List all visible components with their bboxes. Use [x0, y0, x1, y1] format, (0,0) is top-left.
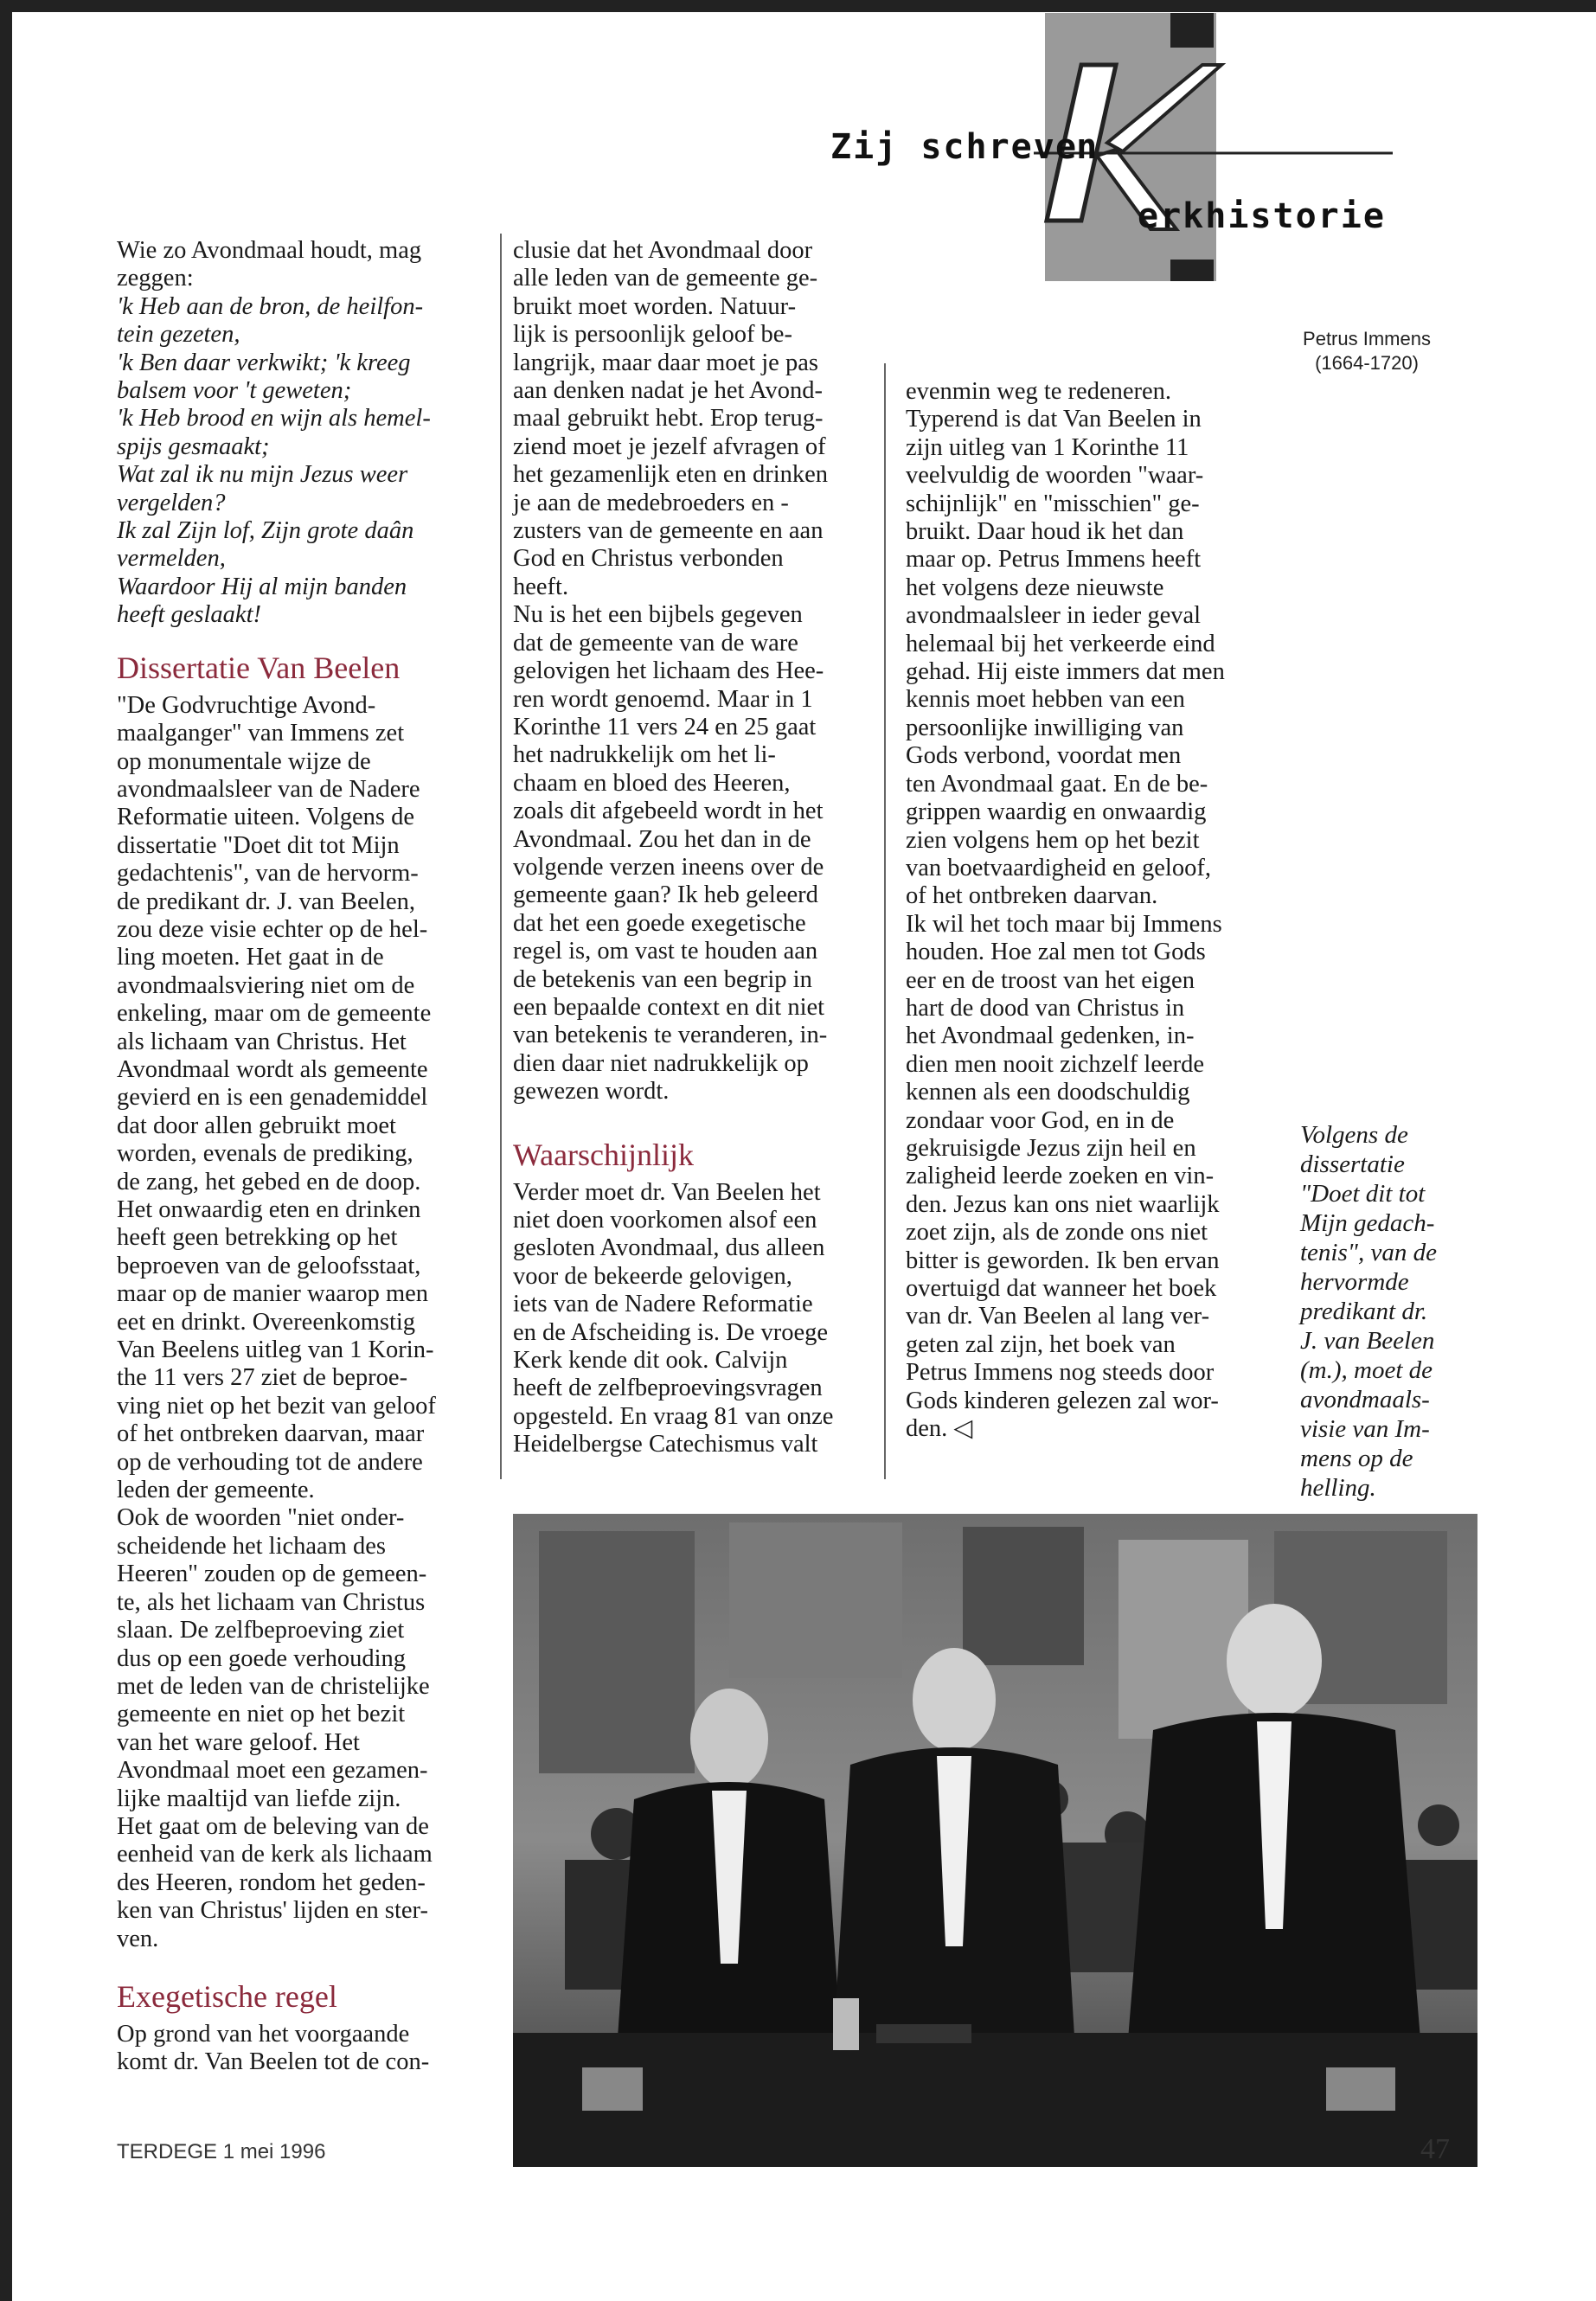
text-line: enkeling, maar om de gemeente — [117, 1000, 432, 1028]
text-line: Heidelbergse Catechismus valt — [513, 1431, 818, 1458]
column-3 — [906, 378, 1269, 1443]
caption-line: "Doet dit tot — [1300, 1180, 1426, 1208]
caption-line: Volgens de — [1300, 1121, 1408, 1149]
caption-line: predikant dr. — [1300, 1298, 1428, 1325]
text-line: zaligheid leerde zoeken en vin- — [906, 1163, 1215, 1190]
text-line: Gods verbond, voordat men — [906, 742, 1182, 770]
text-line: zijn uitleg van 1 Korinthe 11 — [906, 433, 1189, 461]
poem-line: Ik zal Zijn lof, Zijn grote daân — [117, 517, 414, 545]
text-line: eet en drinkt. Overeenkomstig — [117, 1308, 416, 1336]
text-line: met de leden van de christelijke — [117, 1672, 430, 1700]
text-line: Gods kinderen gelezen zal wor- — [906, 1387, 1219, 1414]
text-line: zoals dit afgebeeld wordt in het — [513, 798, 824, 825]
footer-left — [117, 2140, 325, 2164]
text-line: Korinthe 11 vers 24 en 25 gaat — [513, 713, 817, 740]
photo-caption — [1300, 1120, 1508, 1503]
photo — [513, 1514, 1477, 2167]
text-line: geten zal zijn, het boek van — [906, 1330, 1176, 1358]
caption-line: hervormde — [1300, 1268, 1409, 1296]
text-line: den. Jezus kan ons niet waarlijk — [906, 1190, 1220, 1218]
text-line: Avondmaal. Zou het dan in de — [513, 825, 811, 853]
text-line: hart de dood van Christus in — [906, 994, 1185, 1022]
text-line: heeft de zelfbeproevingsvragen — [513, 1375, 823, 1402]
heading-waarschijnlijk: Waarschijnlijk — [513, 1137, 695, 1172]
text-line: maal gebruikt hebt. Erop terug- — [513, 405, 824, 433]
caption-line: Mijn gedach- — [1300, 1209, 1435, 1237]
text-line: dien men nooit zichzelf leerde — [906, 1050, 1205, 1078]
text-line: beproeven van de geloofsstaat, — [117, 1252, 421, 1279]
text-line: gemeente en niet op het bezit — [117, 1701, 406, 1728]
text-line: de betekenis van een begrip in — [513, 965, 812, 993]
text-line: eer en de troost van het eigen — [906, 966, 1195, 994]
caption-line: (m.), moet de — [1300, 1356, 1433, 1384]
poem-line: 'k Ben daar verkwikt; 'k kreeg — [117, 349, 411, 376]
text-line: grippen waardig en onwaardig — [906, 798, 1207, 826]
text-line: je aan de medebroeders en - — [513, 489, 789, 516]
text-line: Petrus Immens nog steeds door — [906, 1359, 1215, 1387]
text-line: het nadrukkelijk om het li- — [513, 741, 776, 769]
text-line: dat het een goede exegetische — [513, 909, 806, 937]
text-line: avondmaalsleer van de Nadere — [117, 775, 420, 803]
portrait-years: (1664-1720) — [1315, 352, 1419, 374]
text-line: chaam en bloed des Heeren, — [513, 769, 791, 797]
footer-magazine: TERDEGE — [117, 2140, 218, 2163]
text-line: alle leden van de gemeente ge- — [513, 265, 818, 292]
text-line: maalganger" van Immens zet — [117, 720, 405, 747]
text-line: overtuigd dat wanneer het boek — [906, 1275, 1217, 1302]
column-1-paragraph-2 — [117, 2021, 497, 2077]
text-line: van het ware geloof. Het — [117, 1728, 360, 1756]
text-line: Van Beelens uitleg van 1 Korin- — [117, 1336, 434, 1364]
text-line: Nu is het een bijbels gegeven — [513, 601, 803, 629]
text-line: regel is, om vast te houden aan — [513, 938, 818, 965]
text-line: slaan. De zelfbeproeving ziet — [117, 1617, 405, 1644]
text-line: avondmaalsleer in ieder geval — [906, 602, 1202, 630]
text-line: het Avondmaal gedenken, in- — [906, 1022, 1195, 1050]
text-line: bitter is geworden. Ik ben ervan — [906, 1247, 1220, 1274]
text-line: Het gaat om de beleving van de — [117, 1812, 429, 1840]
poem-line: 'k Heb brood en wijn als hemel- — [117, 405, 431, 433]
text-line: het gezamenlijk eten en drinken — [513, 461, 829, 489]
column-2 — [513, 237, 876, 1459]
column-2-paragraph-1 — [513, 237, 876, 1106]
caption-line: helling. — [1300, 1474, 1376, 1502]
text-line: en de Afscheiding is. De vroege — [513, 1318, 829, 1346]
text-line: voor de bekeerde gelovigen, — [513, 1262, 792, 1290]
column-2-paragraph-2 — [513, 1179, 876, 1459]
intro-text: Wie zo Avondmaal houdt, mag zeggen: — [117, 237, 422, 292]
text-line: dat door allen gebruikt moet — [117, 1112, 396, 1139]
text-line: ven. — [117, 1925, 159, 1952]
text-line: God en Christus verbonden — [513, 545, 784, 573]
text-line: volgende verzen ineens over de — [513, 853, 824, 881]
text-line: Heeren" zouden op de gemeen- — [117, 1561, 427, 1588]
text-line: een bepaalde context en dit niet — [513, 993, 825, 1021]
text-line: gesloten Avondmaal, dus alleen — [513, 1234, 825, 1262]
text-line: veelvuldig de woorden "waar- — [906, 462, 1204, 490]
text-line: bruikt moet worden. Natuur- — [513, 292, 797, 320]
text-line: zou deze visie echter op de hel- — [117, 915, 428, 943]
caption-line: dissertatie — [1300, 1150, 1405, 1178]
text-line: iets van de Nadere Reformatie — [513, 1291, 813, 1318]
text-line: dissertatie "Doet dit tot Mijn — [117, 831, 400, 859]
page-number: 47 — [1420, 2133, 1450, 2165]
portrait-name: Petrus Immens — [1303, 328, 1431, 349]
text-line: maar op. Petrus Immens heeft — [906, 546, 1202, 574]
logo-part-3: erkhistorie — [1138, 196, 1386, 236]
text-line: lijk is persoonlijk geloof be- — [513, 321, 792, 349]
column-1-paragraph-1 — [117, 692, 497, 1953]
text-line: opgesteld. En vraag 81 van onze — [513, 1402, 834, 1430]
text-line: maar op de manier waarop men — [117, 1280, 429, 1308]
poem-line: vermelden, — [117, 545, 226, 573]
poem-line: balsem voor 't geweten; — [117, 377, 352, 405]
column-rule-2 — [884, 363, 886, 1479]
text-line: ving niet op het bezit van geloof — [117, 1392, 436, 1420]
heading-dissertatie: Dissertatie Van Beelen — [117, 650, 401, 685]
heading-exegetische-regel: Exegetische regel — [117, 1978, 337, 2014]
text-line: zien volgens hem op het bezit — [906, 826, 1200, 854]
text-line: Ook de woorden "niet onder- — [117, 1504, 405, 1532]
text-line: den. ◁ — [906, 1415, 973, 1443]
text-line: Avondmaal moet een gezamen- — [117, 1757, 428, 1785]
text-line: gemeente gaan? Ik heb geleerd — [513, 881, 818, 909]
text-line: Kerk kende dit ook. Calvijn — [513, 1347, 788, 1375]
text-line: "De Godvruchtige Avond- — [117, 691, 376, 719]
text-line: aan denken nadat je het Avond- — [513, 377, 823, 405]
text-line: ziend moet je jezelf afvragen of — [513, 433, 826, 460]
caption-line: visie van Im- — [1300, 1415, 1430, 1443]
caption-line: tenis", van de — [1300, 1239, 1437, 1266]
poem-line: vergelden? — [117, 489, 226, 516]
text-line: gekruisigde Jezus zijn heil en — [906, 1134, 1196, 1162]
portrait-caption — [1263, 327, 1471, 375]
logo-part-1: Zij schrev — [830, 127, 1056, 167]
text-line: Verder moet dr. Van Beelen het — [513, 1178, 821, 1206]
text-line: Ik wil het toch maar bij Immens — [906, 910, 1222, 938]
poem-line: Wat zal ik nu mijn Jezus weer — [117, 461, 408, 489]
poem-line: heeft geslaakt! — [117, 601, 261, 629]
text-line: lijke maaltijd van liefde zijn. — [117, 1785, 401, 1812]
text-line: ten Avondmaal gaat. En de be- — [906, 770, 1208, 798]
text-line: bruikt. Daar houd ik het dan — [906, 518, 1184, 546]
text-line: dus op een goede verhouding — [117, 1644, 406, 1672]
text-line: Het onwaardig eten en drinken — [117, 1196, 421, 1223]
text-line: Typerend is dat Van Beelen in — [906, 406, 1202, 433]
logo-part-3-first — [822, 13, 823, 14]
text-line: the 11 vers 27 ziet de beproe- — [117, 1364, 408, 1392]
text-line: op de verhouding tot de andere — [117, 1448, 423, 1476]
text-line: houden. Hoe zal men tot Gods — [906, 939, 1206, 966]
text-line: persoonlijke inwilliging van — [906, 714, 1184, 741]
text-line: Op grond van het voorgaande — [117, 2020, 410, 2048]
text-line: op monumentale wijze de — [117, 747, 371, 775]
text-line: ken van Christus' lijden en ster- — [117, 1897, 428, 1925]
poem-line: tein gezeten, — [117, 321, 240, 349]
text-line: het volgens deze nieuwste — [906, 574, 1164, 601]
footer-date: 1 mei 1996 — [222, 2140, 326, 2163]
text-line: kennen als een doodschuldig — [906, 1079, 1190, 1106]
poem-line: Waardoor Hij al mijn banden — [117, 573, 407, 600]
text-line: leden der gemeente. — [117, 1477, 315, 1504]
text-line: van betekenis te veranderen, in- — [513, 1022, 828, 1049]
text-line: zoet zijn, als de zonde ons niet — [906, 1219, 1208, 1247]
page-top-border — [0, 0, 1596, 12]
text-line: te, als het lichaam van Christus — [117, 1588, 426, 1616]
page-left-border — [0, 0, 12, 2301]
caption-line: avondmaals- — [1300, 1386, 1430, 1413]
text-line: helemaal bij het verkeerde eind — [906, 630, 1215, 657]
text-line: kennis moet hebben van een — [906, 686, 1185, 714]
caption-line: J. van Beelen — [1300, 1327, 1435, 1355]
text-line: gevierd en is een genademiddel — [117, 1084, 428, 1112]
text-line: zusters van de gemeente en aan — [513, 517, 824, 545]
text-line: Reformatie uiteen. Volgens de — [117, 804, 415, 831]
text-line: ling moeten. Het gaat in de — [117, 944, 384, 971]
text-line: langrijk, maar daar moet je pas — [513, 349, 818, 376]
text-line: gelovigen het lichaam des Hee- — [513, 657, 824, 685]
text-line: scheidende het lichaam des — [117, 1532, 386, 1560]
column-rule-1 — [500, 234, 502, 1479]
text-line: gehad. Hij eiste immers dat men — [906, 658, 1225, 686]
text-line: dat de gemeente van de ware — [513, 629, 798, 657]
text-line: van dr. Van Beelen al lang ver- — [906, 1303, 1210, 1330]
text-line: niet doen voorkomen alsof een — [513, 1207, 817, 1234]
text-line: clusie dat het Avondmaal door — [513, 237, 813, 264]
text-line: of het ontbreken daarvan, maar — [117, 1420, 425, 1448]
section-logo — [822, 13, 1393, 281]
text-line: komt dr. Van Beelen tot de con- — [117, 2048, 430, 2076]
text-line: dien daar niet nadrukkelijk op — [513, 1049, 809, 1077]
text-line: de zang, het gebed en de doop. — [117, 1168, 421, 1195]
logo-part-2: en — [1055, 127, 1098, 167]
poem — [117, 293, 497, 630]
caption-line: mens op de — [1300, 1445, 1413, 1472]
text-line: heeft geen betrekking op het — [117, 1224, 398, 1252]
column-1 — [117, 237, 497, 2077]
text-line: eenheid van de kerk als lichaam — [117, 1841, 433, 1868]
text-line: of het ontbreken daarvan. — [906, 882, 1158, 910]
text-line: ren wordt genoemd. Maar in 1 — [513, 685, 813, 713]
text-line: evenmin weg te redeneren. — [906, 378, 1172, 405]
poem-line: spijs gesmaakt; — [117, 433, 270, 460]
text-line: zondaar voor God, en in de — [906, 1106, 1175, 1134]
text-line: gedachtenis", van de hervorm- — [117, 860, 419, 888]
text-line: van boetvaardigheid en geloof, — [906, 854, 1211, 881]
text-line: des Heeren, rondom het geden- — [117, 1868, 426, 1896]
text-line: avondmaalsviering niet om de — [117, 971, 415, 999]
text-line: heeft. — [513, 573, 569, 600]
column-3-text — [906, 378, 1269, 1443]
poem-line: 'k Heb aan de bron, de heilfon- — [117, 292, 424, 320]
photo-graphic — [513, 1514, 1477, 2167]
text-line: Avondmaal wordt als gemeente — [117, 1055, 428, 1083]
text-line: schijnlijk" en "misschien" ge- — [906, 490, 1200, 517]
text-line: de predikant dr. J. van Beelen, — [117, 888, 416, 915]
text-line: worden, evenals de prediking, — [117, 1140, 413, 1168]
text-line: gewezen wordt. — [513, 1078, 670, 1106]
text-line: als lichaam van Christus. Het — [117, 1028, 407, 1055]
